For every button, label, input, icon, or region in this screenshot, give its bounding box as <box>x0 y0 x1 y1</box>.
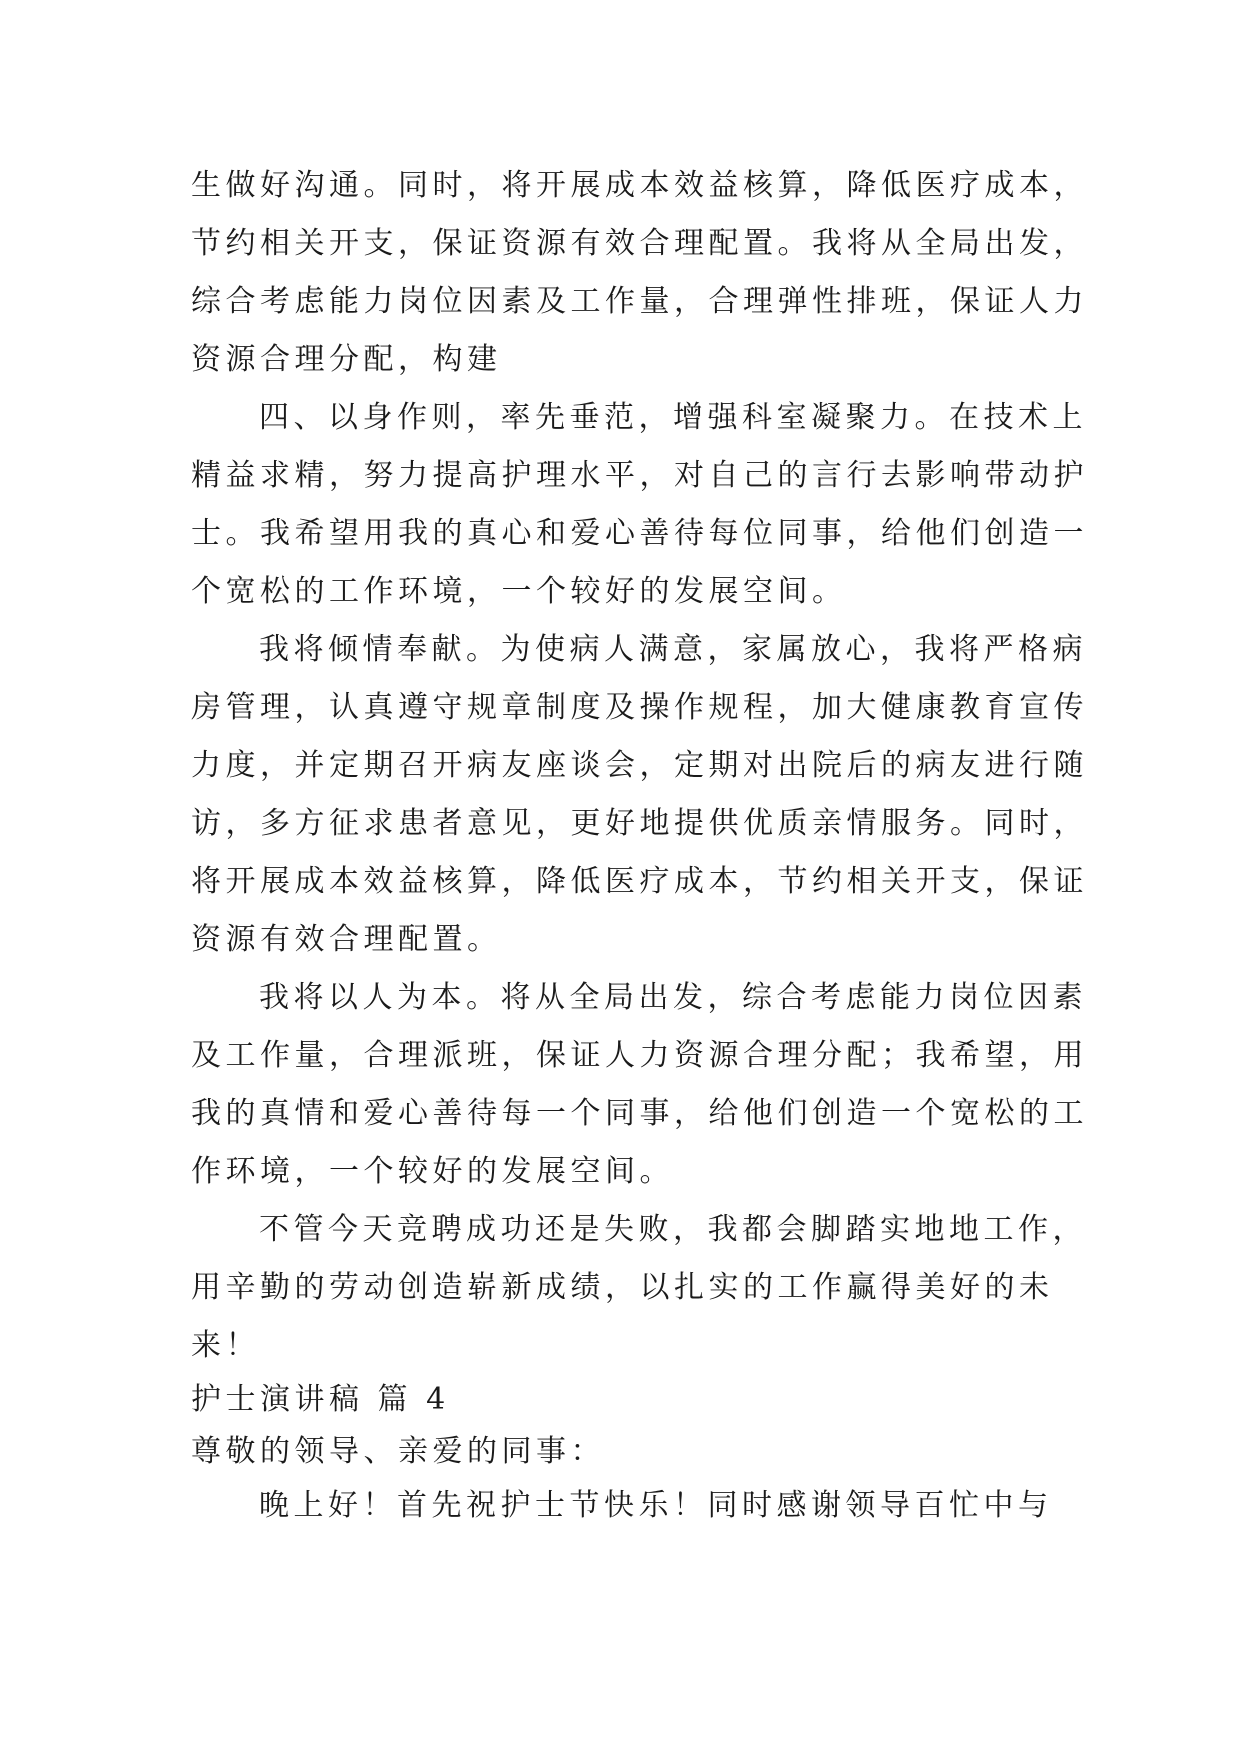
paragraph-start-line: 我将以人为本。将从全局出发，综合考虑能力岗位因素 <box>259 980 1087 1015</box>
text-line: 我的真情和爱心善待每一个同事，给他们创造一个宽松的工 <box>191 1096 1088 1131</box>
text-line: 生做好沟通。同时，将开展成本效益核算，降低医疗成本， <box>191 168 1088 203</box>
text-line: 用辛勤的劳动创造崭新成绩，以扎实的工作赢得美好的未 <box>191 1270 1054 1305</box>
text-line: 及工作量，合理派班，保证人力资源合理分配；我希望，用 <box>191 1038 1088 1073</box>
section-heading: 护士演讲稿 篇 4 <box>191 1382 450 1417</box>
salutation: 尊敬的领导、亲爱的同事： <box>191 1434 605 1469</box>
text-line: 访，多方征求患者意见，更好地提供优质亲情服务。同时， <box>191 806 1088 841</box>
paragraph-start-line: 我将倾情奉献。为使病人满意，家属放心，我将严格病 <box>259 632 1087 667</box>
text-line: 资源有效合理配置。 <box>191 922 502 957</box>
text-line: 士。我希望用我的真心和爱心善待每位同事，给他们创造一 <box>191 516 1088 551</box>
paragraph-start-line: 四、以身作则，率先垂范，增强科室凝聚力。在技术上 <box>259 400 1087 435</box>
text-line: 房管理，认真遵守规章制度及操作规程，加大健康教育宣传 <box>191 690 1088 725</box>
text-line: 个宽松的工作环境，一个较好的发展空间。 <box>191 574 847 609</box>
text-line: 作环境，一个较好的发展空间。 <box>191 1154 674 1189</box>
text-line: 节约相关开支，保证资源有效合理配置。我将从全局出发， <box>191 226 1088 261</box>
paragraph-start-line: 不管今天竞聘成功还是失败，我都会脚踏实地地工作， <box>259 1212 1087 1247</box>
text-line: 精益求精，努力提高护理水平，对自己的言行去影响带动护 <box>191 458 1088 493</box>
text-line: 资源合理分配，构建 <box>191 342 502 377</box>
text-line: 综合考虑能力岗位因素及工作量，合理弹性排班，保证人力 <box>191 284 1088 319</box>
paragraph-start-line: 晚上好！首先祝护士节快乐！同时感谢领导百忙中与 <box>259 1488 1053 1523</box>
text-line: 力度，并定期召开病友座谈会，定期对出院后的病友进行随 <box>191 748 1088 783</box>
text-line: 将开展成本效益核算，降低医疗成本，节约相关开支，保证 <box>191 864 1088 899</box>
text-line: 来！ <box>191 1328 260 1363</box>
